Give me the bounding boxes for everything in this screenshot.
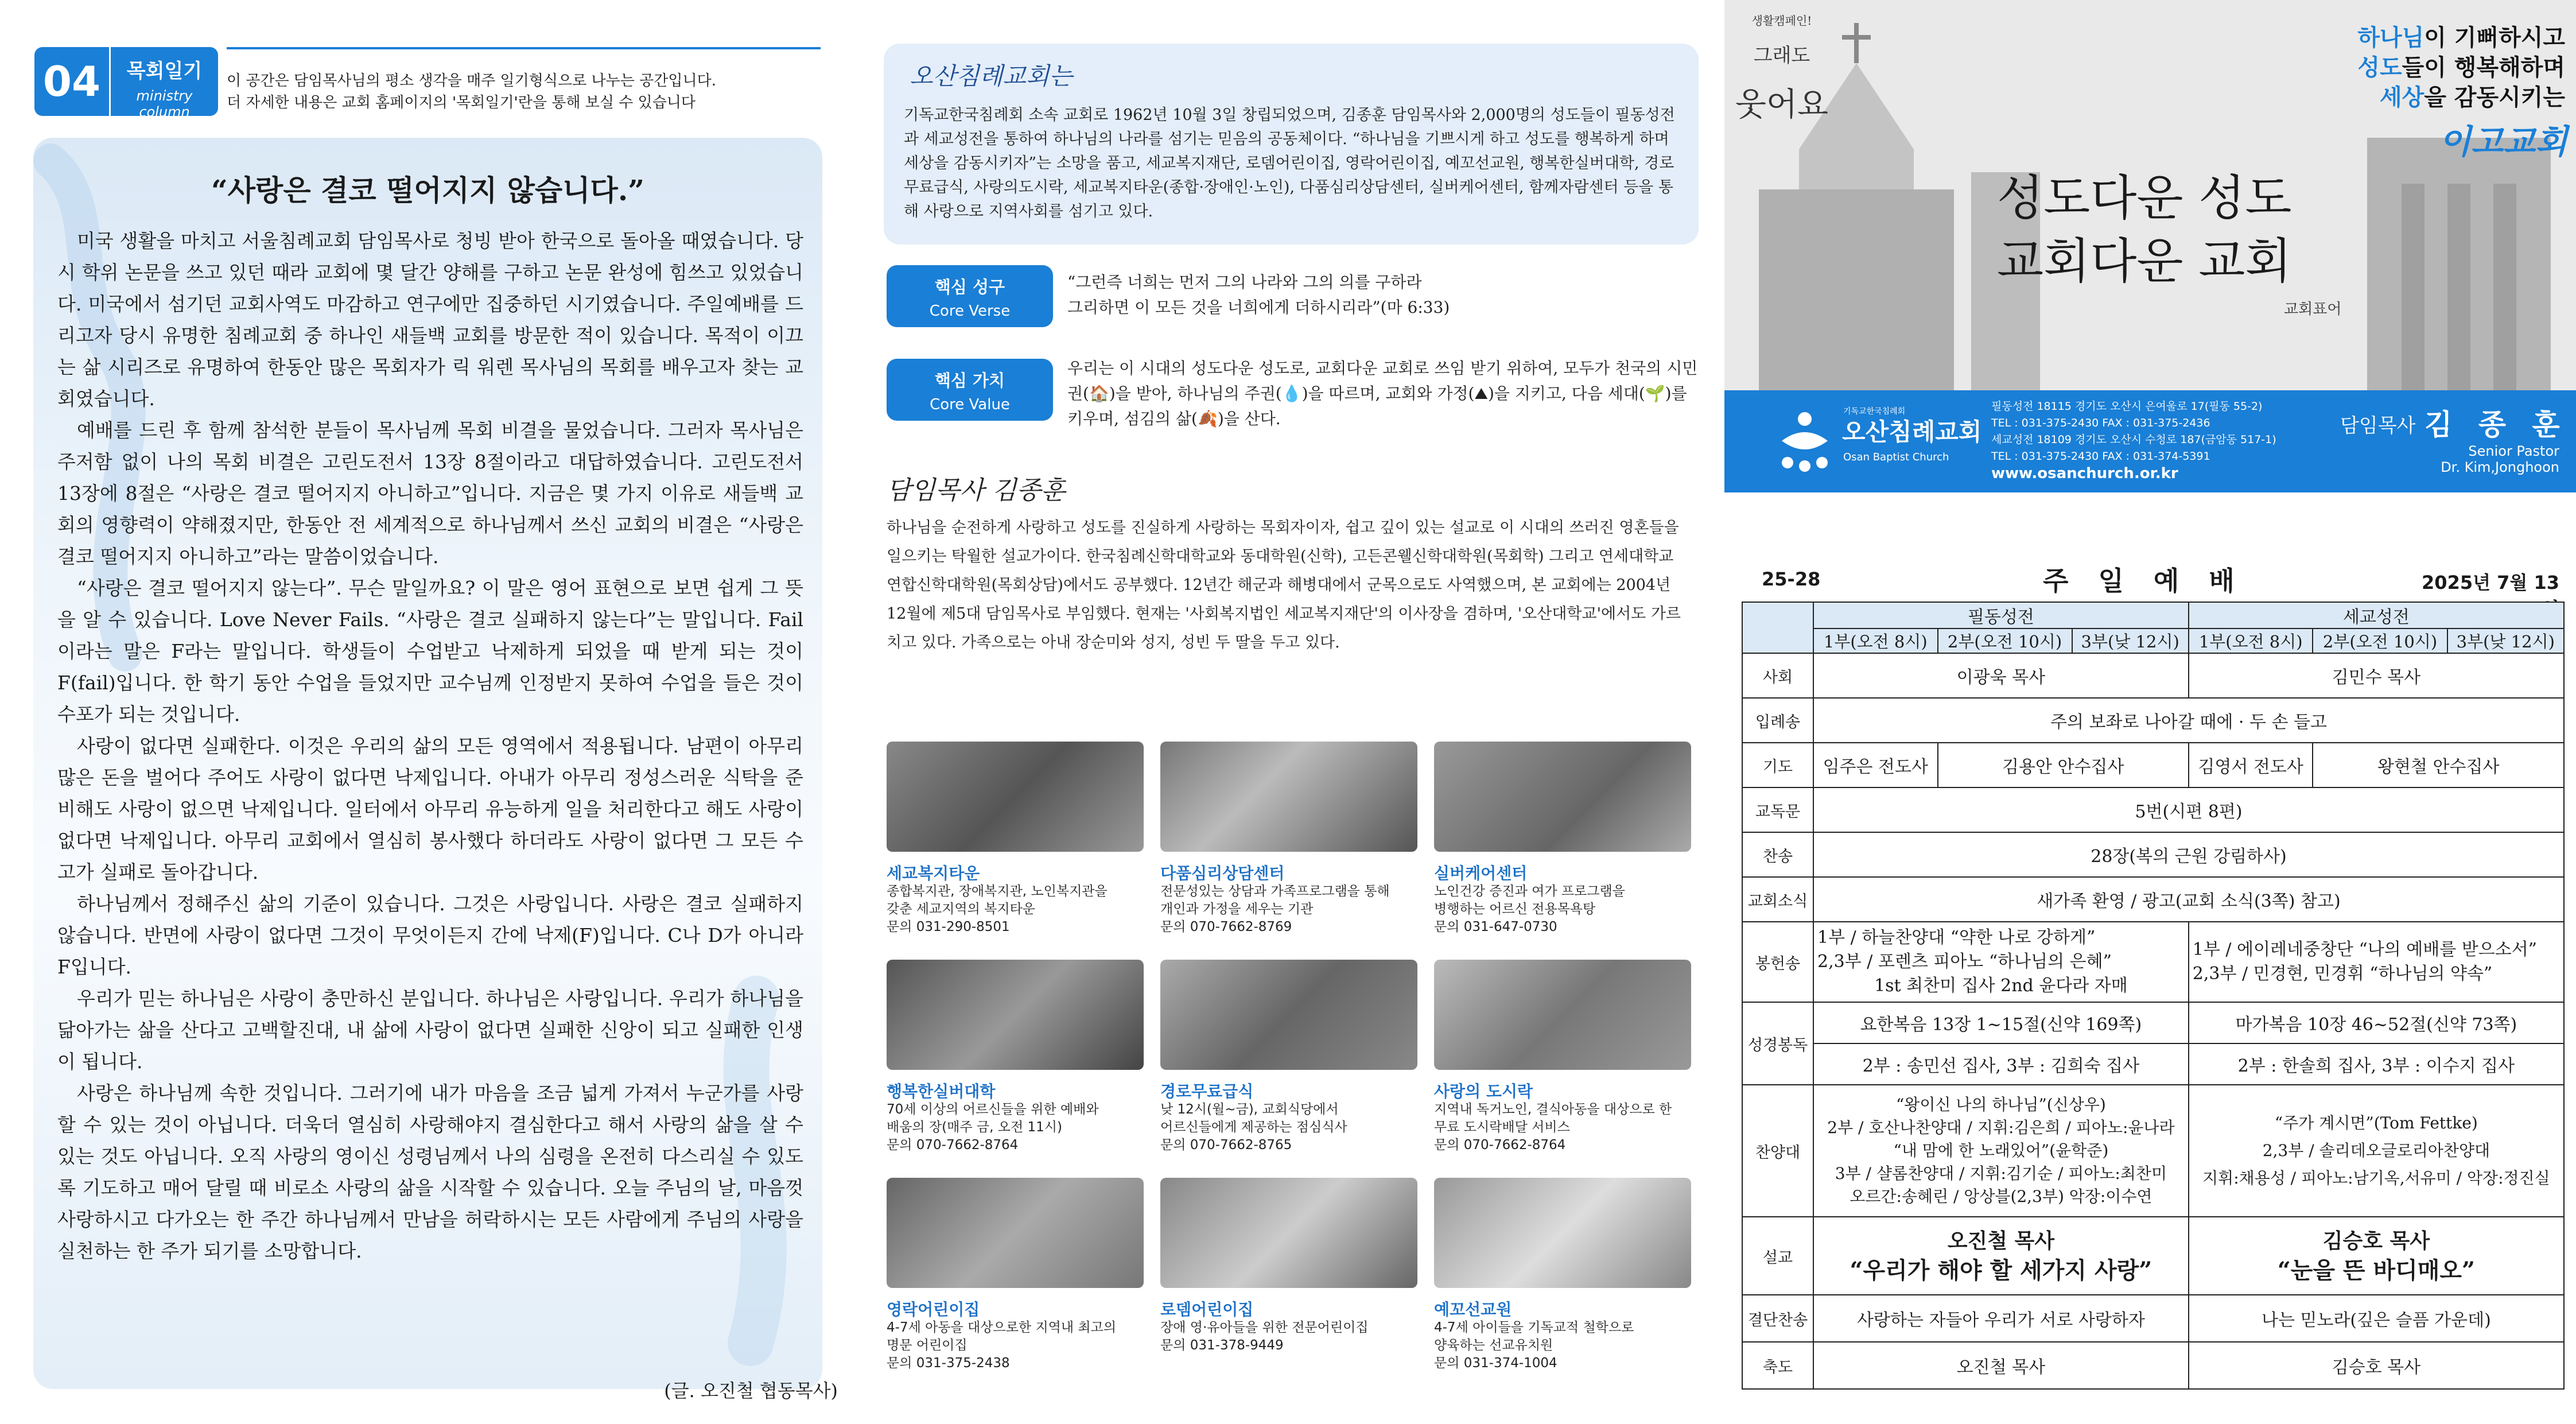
ministry-photo [887, 960, 1144, 1070]
essay-paragraph: “사랑은 결코 떨어지지 않는다”. 무슨 말일까요? 이 말은 영어 표현으로 보면 쉽게 그 뜻을 알 수 있습니다. Love Never Fails. “사랑은 결코 실패하지 않는다”는 말입니다. Fail이라는 말은 F라는 말입니다. 학생들이 수업받고 낙제하게 되었을 때 받게 되는 것이 F(fail)입니다. 한 학기 동안 수업을 들었지만 교수님께 인정받지 못하여 수업을 들은 것이 수포가 되는 것입니다. [57, 577, 803, 725]
table-cell: 2부 : 한솔희 집사, 3부 : 이수지 집사 [2189, 1043, 2564, 1085]
church-tagline: 하나님이 기뻐하시고 성도들이 행복해하며 세상을 감동시키는 [2357, 25, 2565, 111]
row-label: 봉헌송 [1742, 922, 1813, 1002]
table-row [1742, 787, 2564, 832]
table-row [1742, 1342, 2564, 1389]
core-value-label-en: Core Value [930, 396, 1010, 413]
table-cell: 요한복음 13장 1~15절(신약 169쪽) [1813, 1002, 2189, 1043]
table-cell: 김영서 전도사 [2189, 743, 2313, 787]
slogan-line: 교회다운 교회 [1997, 233, 2292, 289]
service-header: 2부(오전 10시) [1938, 628, 2072, 653]
row-label: 설교 [1742, 1217, 1813, 1295]
table-cell: 5번(시편 8편) [1813, 787, 2564, 832]
column-title: 목회일기 [126, 60, 203, 83]
worship-date: 2025년 7월 13 [2422, 572, 2559, 593]
core-value-pill [887, 359, 1053, 421]
brand-logo: 이고교회 [2439, 122, 2568, 161]
table-cell: 오진철 목사 “우리가 해야 할 세가지 사랑” [1813, 1217, 2189, 1295]
core-verse-label-en: Core Verse [929, 302, 1011, 320]
pastor-name-en: Dr. Kim,Jonghoon [2441, 459, 2559, 475]
essay-paragraph: 사랑은 하나님께 속한 것입니다. 그러기에 내가 마음을 조금 넓게 가져서 누군가를 사랑할 수 있는 것이 아닙니다. 더욱더 열심히 사랑해야지 결심한다고 해서 사랑의 삶을 살 수 있는 것도 아닙니다. 오직 사랑의 영이신 성령님께서 나의 심령을 온전히 다스리실 수 있도록 기도하고 매어 달릴 때 비로소 사랑의 삶을 시작할 수 있습니다. 오늘 주님의 날, 마음껏 사랑하시고 다가오는 한 주간 하나님께서 만남을 허락하시는 모든 사람에게 주님의 사랑을 실천하는 한 주가 되기를 소망합니다. [57, 1082, 803, 1262]
ministry-title: 세교복지타운 [887, 864, 980, 883]
row-label: 교독문 [1742, 787, 1813, 832]
ministry-desc: 장애 영·유아들을 위한 전문어린이집 문의 031-378-9449 [1160, 1320, 1369, 1353]
table-row [1742, 877, 2564, 922]
core-verse-label: 핵심 성구 [934, 277, 1005, 297]
table-cell: 김승호 목사 “눈을 뜬 바디매오” [2189, 1217, 2564, 1295]
ministry-desc: 전문성있는 상담과 가족프로그램을 통해 개인과 가정을 세우는 기관 문의 070-7662-8769 [1160, 884, 1390, 934]
ministry-desc: 70세 이상의 어르신들을 위한 예배와 배움의 장(매주 금, 오전 11시) 문의 070-7662-8764 [887, 1102, 1099, 1153]
ministry-desc: 노인건강 증진과 여가 프로그램을 병행하는 어르신 전용목욕탕 문의 031-647-0730 [1434, 884, 1625, 934]
ministry-photo [1160, 742, 1417, 852]
service-header: 3부(낮 12시) [2072, 628, 2189, 653]
service-header: 2부(오전 10시) [2313, 628, 2447, 653]
column-title-badge [109, 47, 218, 120]
table-cell: 나는 믿노라(깊은 슬픔 가운데) [2189, 1295, 2564, 1342]
ministry-desc: 4-7세 아동을 대상으로한 지역내 최고의 명문 어린이집 문의 031-375-2438 [887, 1320, 1117, 1371]
church-name: 오산침례교회 [1842, 418, 1982, 446]
table-corner [1742, 602, 1813, 653]
table-cell: 임주은 전도사 [1813, 743, 1938, 787]
table-row [1742, 1295, 2564, 1342]
ministry-photo [1160, 1178, 1417, 1288]
ministry-title: 경로무료급식 [1160, 1082, 1254, 1101]
essay-paragraph: 예배를 드린 후 함께 참석한 분들이 목사님께 목회 비결을 물었습니다. 그러자 목사님은 주저함 없이 나의 목회 비결은 고린도전서 13장 8절이라고 대답하였습니다. 고린도전서 13장에 8절은 “사랑은 결코 떨어지지 아니하고”입니다. 지금은 몇 가지 이유로 새들백 교회의 영향력이 약해졌지만, 한동안 전 세계적으로 하나님께서 쓰신 교회의 비결은 “사랑은 결코 떨어지지 아니하고”라는 말씀이었습니다. [57, 419, 803, 568]
column-subtitle: ministry column [136, 88, 193, 120]
row-label: 사회 [1742, 653, 1813, 698]
ministry-title: 사랑의 도시락 [1434, 1082, 1533, 1101]
bulletin-number: 25-28 [1762, 568, 1821, 590]
table-cell: 김승호 목사 [2189, 1342, 2564, 1389]
core-verse-line: 그리하면 이 모든 것을 너희에게 더하시리라”(마 6:33) [1067, 298, 1450, 317]
essay-signature: (글. 오진철 협동목사) [664, 1380, 838, 1402]
column-intro-line: 이 공간은 담임목사님의 평소 생각을 매주 일기형식으로 나누는 공간입니다. [227, 72, 716, 90]
table-cell: 김민수 목사 [2189, 653, 2564, 698]
church-slogan [1997, 166, 2292, 293]
table-row [1742, 1043, 2564, 1085]
denomination-label: 기독교한국침례회 [1843, 407, 1906, 416]
essay-body [57, 225, 803, 1267]
row-label: 결단찬송 [1742, 1295, 1813, 1342]
campaign-main: 웃어요 [1735, 86, 1829, 123]
table-cell: 1부 / 하늘찬양대 “약한 나로 강하게” 2,3부 / 포렌츠 피아노 “하나님의 은혜” 1st 최찬미 집사 2nd 윤다라 자매 [1813, 922, 2189, 1002]
ministry-photo [887, 742, 1144, 852]
service-header: 3부(낮 12시) [2447, 628, 2564, 653]
slogan-caption: 교회표어 [2284, 301, 2342, 318]
table-cell: “주가 계시면”(Tom Fettke) 2,3부 / 솔리데오글로리아찬양대 지휘:채용성 / 피아노:남기옥,서유미 / 악장:정진실 [2189, 1085, 2564, 1217]
row-label: 축도 [1742, 1342, 1813, 1389]
campaign-word: 그래도 [1753, 44, 1810, 67]
row-label: 입례송 [1742, 698, 1813, 743]
row-label: 찬양대 [1742, 1085, 1813, 1217]
pastor-label: 담임목사 [2340, 414, 2416, 437]
core-value-label: 핵심 가치 [934, 371, 1005, 390]
core-value-text: 우리는 이 시대의 성도다운 성도로, 교회다운 교회로 쓰임 받기 위하여, 모두가 천국의 시민권(🏠)을 받아, 하나님의 주권(💧)을 따르며, 교회와 가정(⛰)을 지키고, 다음 세대(🌱)를 키우며, 섬김의 삶(🍂)을 산다. [1067, 359, 1698, 428]
church-intro-text: 기독교한국침례회 소속 교회로 1962년 10월 3일 창립되었으며, 김종훈 담임목사와 2,000명의 성도들이 필동성전과 세교성전을 통하여 하나님의 나라를 섬기는 믿음의 공동체이다. “하나님을 기쁘시게 하고 성도를 행복하게 하며 세상을 감동시키자”는 소망을 품고, 세교복지재단, 로뎀어린이집, 영락어린이집, 예꼬선교원, 행복한실버대학, 경로무료급식, 사랑의도시락, 세교복지타운(종합·장애인·노인), 다품심리상담센터, 실버케어센터, 함께자람센터 등을 통해 사랑으로 지역사회를 섬기고 있다. [904, 106, 1675, 220]
table-cell: 1부 / 에이레네중창단 “나의 예배를 받으소서” 2,3부 / 민경현, 민경휘 “하나님의 약속” [2189, 922, 2564, 1002]
table-cell: 마가복음 10장 46~52절(신약 73쪽) [2189, 1002, 2564, 1043]
ministry-desc: 4-7세 아이들을 기독교적 철학으로 양육하는 선교유치원 문의 031-374-1004 [1434, 1320, 1634, 1371]
table-row [1742, 698, 2564, 743]
ministry-photo [1434, 1178, 1691, 1288]
essay-paragraph: 우리가 믿는 하나님은 사랑이 충만하신 분입니다. 하나님은 사랑입니다. 우리가 하나님을 닮아가는 삶을 산다고 고백할진대, 내 삶에 사랑이 없다면 실패한 신앙이 되고 실패한 인생이 됩니다. [57, 987, 803, 1073]
pastor-heading: 담임목사 김종훈 [887, 476, 1066, 505]
row-label: 기도 [1742, 743, 1813, 787]
ministry-title: 예꼬선교원 [1434, 1300, 1512, 1319]
table-cell: 왕현철 안수집사 [2313, 743, 2564, 787]
pastor-name: 김 종 훈 [2425, 408, 2568, 441]
church-logo-icon [1770, 406, 1839, 475]
row-label: 찬송 [1742, 832, 1813, 877]
core-verse-text [1067, 270, 1699, 320]
core-verse-line: “그런즉 너희는 먼저 그의 나라와 그의 의를 구하라 [1067, 273, 1422, 292]
table-cell: 주의 보좌로 나아갈 때에 · 두 손 들고 [1813, 698, 2564, 743]
ministry-title: 행복한실버대학 [887, 1082, 996, 1101]
column-intro-line: 더 자세한 내용은 교회 홈페이지의 '목회일기'란을 통해 보실 수 있습니다 [227, 94, 696, 111]
row-label: 교회소식 [1742, 877, 1813, 922]
slogan-line: 성도다운 성도 [1997, 170, 2292, 226]
ministry-photo [1434, 742, 1691, 852]
ministry-title: 영락어린이집 [887, 1300, 980, 1319]
essay-paragraph: 하나님께서 정해주신 삶의 기준이 있습니다. 그것은 사랑입니다. 사랑은 결코 실패하지 않습니다. 반면에 사랑이 없다면 그것이 무엇이든지 간에 낙제(F)입니다. C나 D가 아니라 F입니다. [57, 893, 803, 978]
table-cell: 오진철 목사 [1813, 1342, 2189, 1389]
essay-paragraph: 미국 생활을 마치고 서울침례교회 담임목사로 청빙 받아 한국으로 돌아올 때였습니다. 당시 학위 논문을 쓰고 있던 때라 교회에 몇 달간 양해를 구하고 논문 완성에 힘쓰고 있었습니다. 미국에서 섬기던 교회사역도 마감하고 연구에만 집중하던 시기였습니다. 주일예배를 드리고자 당시 유명한 침례교회 중 하나인 새들백 교회를 방문한 적이 있습니다. 목적이 이끄는 삶 시리즈로 유명하여 한동안 많은 목회자가 릭 워렌 목사님의 목회를 배우고자 찾는 교회였습니다. [57, 230, 803, 410]
table-cell: 김용안 안수집사 [1938, 743, 2189, 787]
pastor-bio: 하나님을 순전하게 사랑하고 성도를 진실하게 사랑하는 목회자이자, 쉽고 깊이 있는 설교로 이 시대의 쓰러진 영혼들을 일으키는 탁월한 설교가이다. 한국침례신학대학교와 동대학원(신학), 고든콘웰신학대학원(목회학) 그리고 연세대학교 연합신학대학원(목회상담)에서도 공부했다. 12년간 해군과 해병대에서 군목으로도 사역했으며, 본 교회에는 2004년 12월에 제5대 담임목사로 부임했다. 현재는 '사회복지법인 세교복지재단'의 이사장을 겸하며, '오산대학교'에서도 가르치고 있다. 가족으로는 아내 장순미와 성지, 성빈 두 딸을 두고 있다. [887, 519, 1681, 651]
table-cell: 2부 : 송민선 집사, 3부 : 김희숙 집사 [1813, 1043, 2189, 1085]
table-cell: 새가족 환영 / 광고(교회 소식(3쪽) 참고) [1813, 877, 2564, 922]
campus-header: 세교성전 [2189, 602, 2564, 628]
row-label: 성경봉독 [1742, 1002, 1813, 1085]
table-row [1742, 653, 2564, 698]
campaign-handwriting [1733, 11, 1831, 125]
column-intro [227, 70, 835, 114]
table-row [1742, 602, 2564, 628]
table-cell: “왕이신 나의 하나님”(신상우) 2부 / 호산나찬양대 / 지휘:김은희 / 피아노:윤나라 “내 맘에 한 노래있어”(윤학준) 3부 / 샬롬찬양대 / 지휘:김기순 / 피아노:최찬미 오르간:송혜린 / 앙상블(2,3부) 악장:이수연 [1813, 1085, 2189, 1217]
divider-line [227, 47, 821, 49]
ministry-title: 다품심리상담센터 [1160, 864, 1285, 883]
campus-header: 필동성전 [1813, 602, 2189, 628]
table-cell: 이광욱 목사 [1813, 653, 2189, 698]
table-row [1742, 1002, 2564, 1043]
table-cell: 사랑하는 자들아 우리가 서로 사랑하자 [1813, 1295, 2189, 1342]
ministry-desc: 지역내 독거노인, 결식아동을 대상으로 한 무료 도시락배달 서비스 문의 070-7662-8764 [1434, 1102, 1672, 1153]
table-row [1742, 922, 2564, 1002]
table-row [1742, 628, 2564, 653]
ministry-desc: 낮 12시(월~금), 교회식당에서 어르신들에게 제공하는 점심식사 문의 070-7662-8765 [1160, 1102, 1347, 1153]
essay-paragraph: 사랑이 없다면 실패한다. 이것은 우리의 삶의 모든 영역에서 적용됩니다. 남편이 아무리 많은 돈을 벌어다 주어도 사랑이 없다면 낙제입니다. 아내가 아무리 정성스러운 식탁을 준비해도 사랑이 없으면 낙제입니다. 일터에서 아무리 유능하게 일을 처리한다고 해도 사랑이 없다면 낙제입니다. 아무리 교회에서 열심히 봉사했다 하더라도 사랑이 없다면 그 모든 수고가 실패로 돌아갑니다. [57, 735, 803, 883]
core-verse-pill [887, 265, 1053, 327]
church-intro-heading: 오산침례교회는 [910, 62, 1073, 90]
pastor-title-en: Senior Pastor [2468, 443, 2559, 459]
service-header: 1부(오전 8시) [1813, 628, 1938, 653]
worship-order-table [1742, 602, 2565, 1390]
ministry-desc: 종합복지관, 장애복지관, 노인복지관을 갖춘 세교지역의 복지타운 문의 031-290-8501 [887, 884, 1108, 934]
ministry-title: 실버케어센터 [1434, 864, 1528, 883]
campaign-label: 생활캠페인! [1751, 14, 1812, 28]
church-name-en: Osan Baptist Church [1843, 451, 1949, 463]
table-cell: 28장(복의 근원 강림하사) [1813, 832, 2564, 877]
ministry-photo [887, 1178, 1144, 1288]
ministry-photo [1434, 960, 1691, 1070]
essay-title: “사랑은 결코 떨어지지 않습니다.” [211, 173, 645, 207]
table-row [1742, 832, 2564, 877]
church-website-link[interactable]: www.osanchurch.or.kr [1991, 465, 2178, 482]
service-header: 1부(오전 8시) [2189, 628, 2313, 653]
column-number-badge: 04 [34, 47, 109, 116]
church-address: 필동성전 18115 경기도 오산시 은여울로 17(필동 55-2) TEL : 031-375-2430 FAX : 031-375-2436 세교성전 18109 경기도 오산시 수청로 187(금암동 517-1) TEL : 031-375-2430 FAX : 031-374-5391 [1991, 400, 2276, 463]
worship-title: 주 일 예 배 [2043, 565, 2245, 596]
table-row [1742, 1217, 2564, 1295]
table-row [1742, 1085, 2564, 1217]
ministry-title: 로뎀어린이집 [1160, 1300, 1254, 1319]
table-row [1742, 743, 2564, 787]
ministry-photo [1160, 960, 1417, 1070]
